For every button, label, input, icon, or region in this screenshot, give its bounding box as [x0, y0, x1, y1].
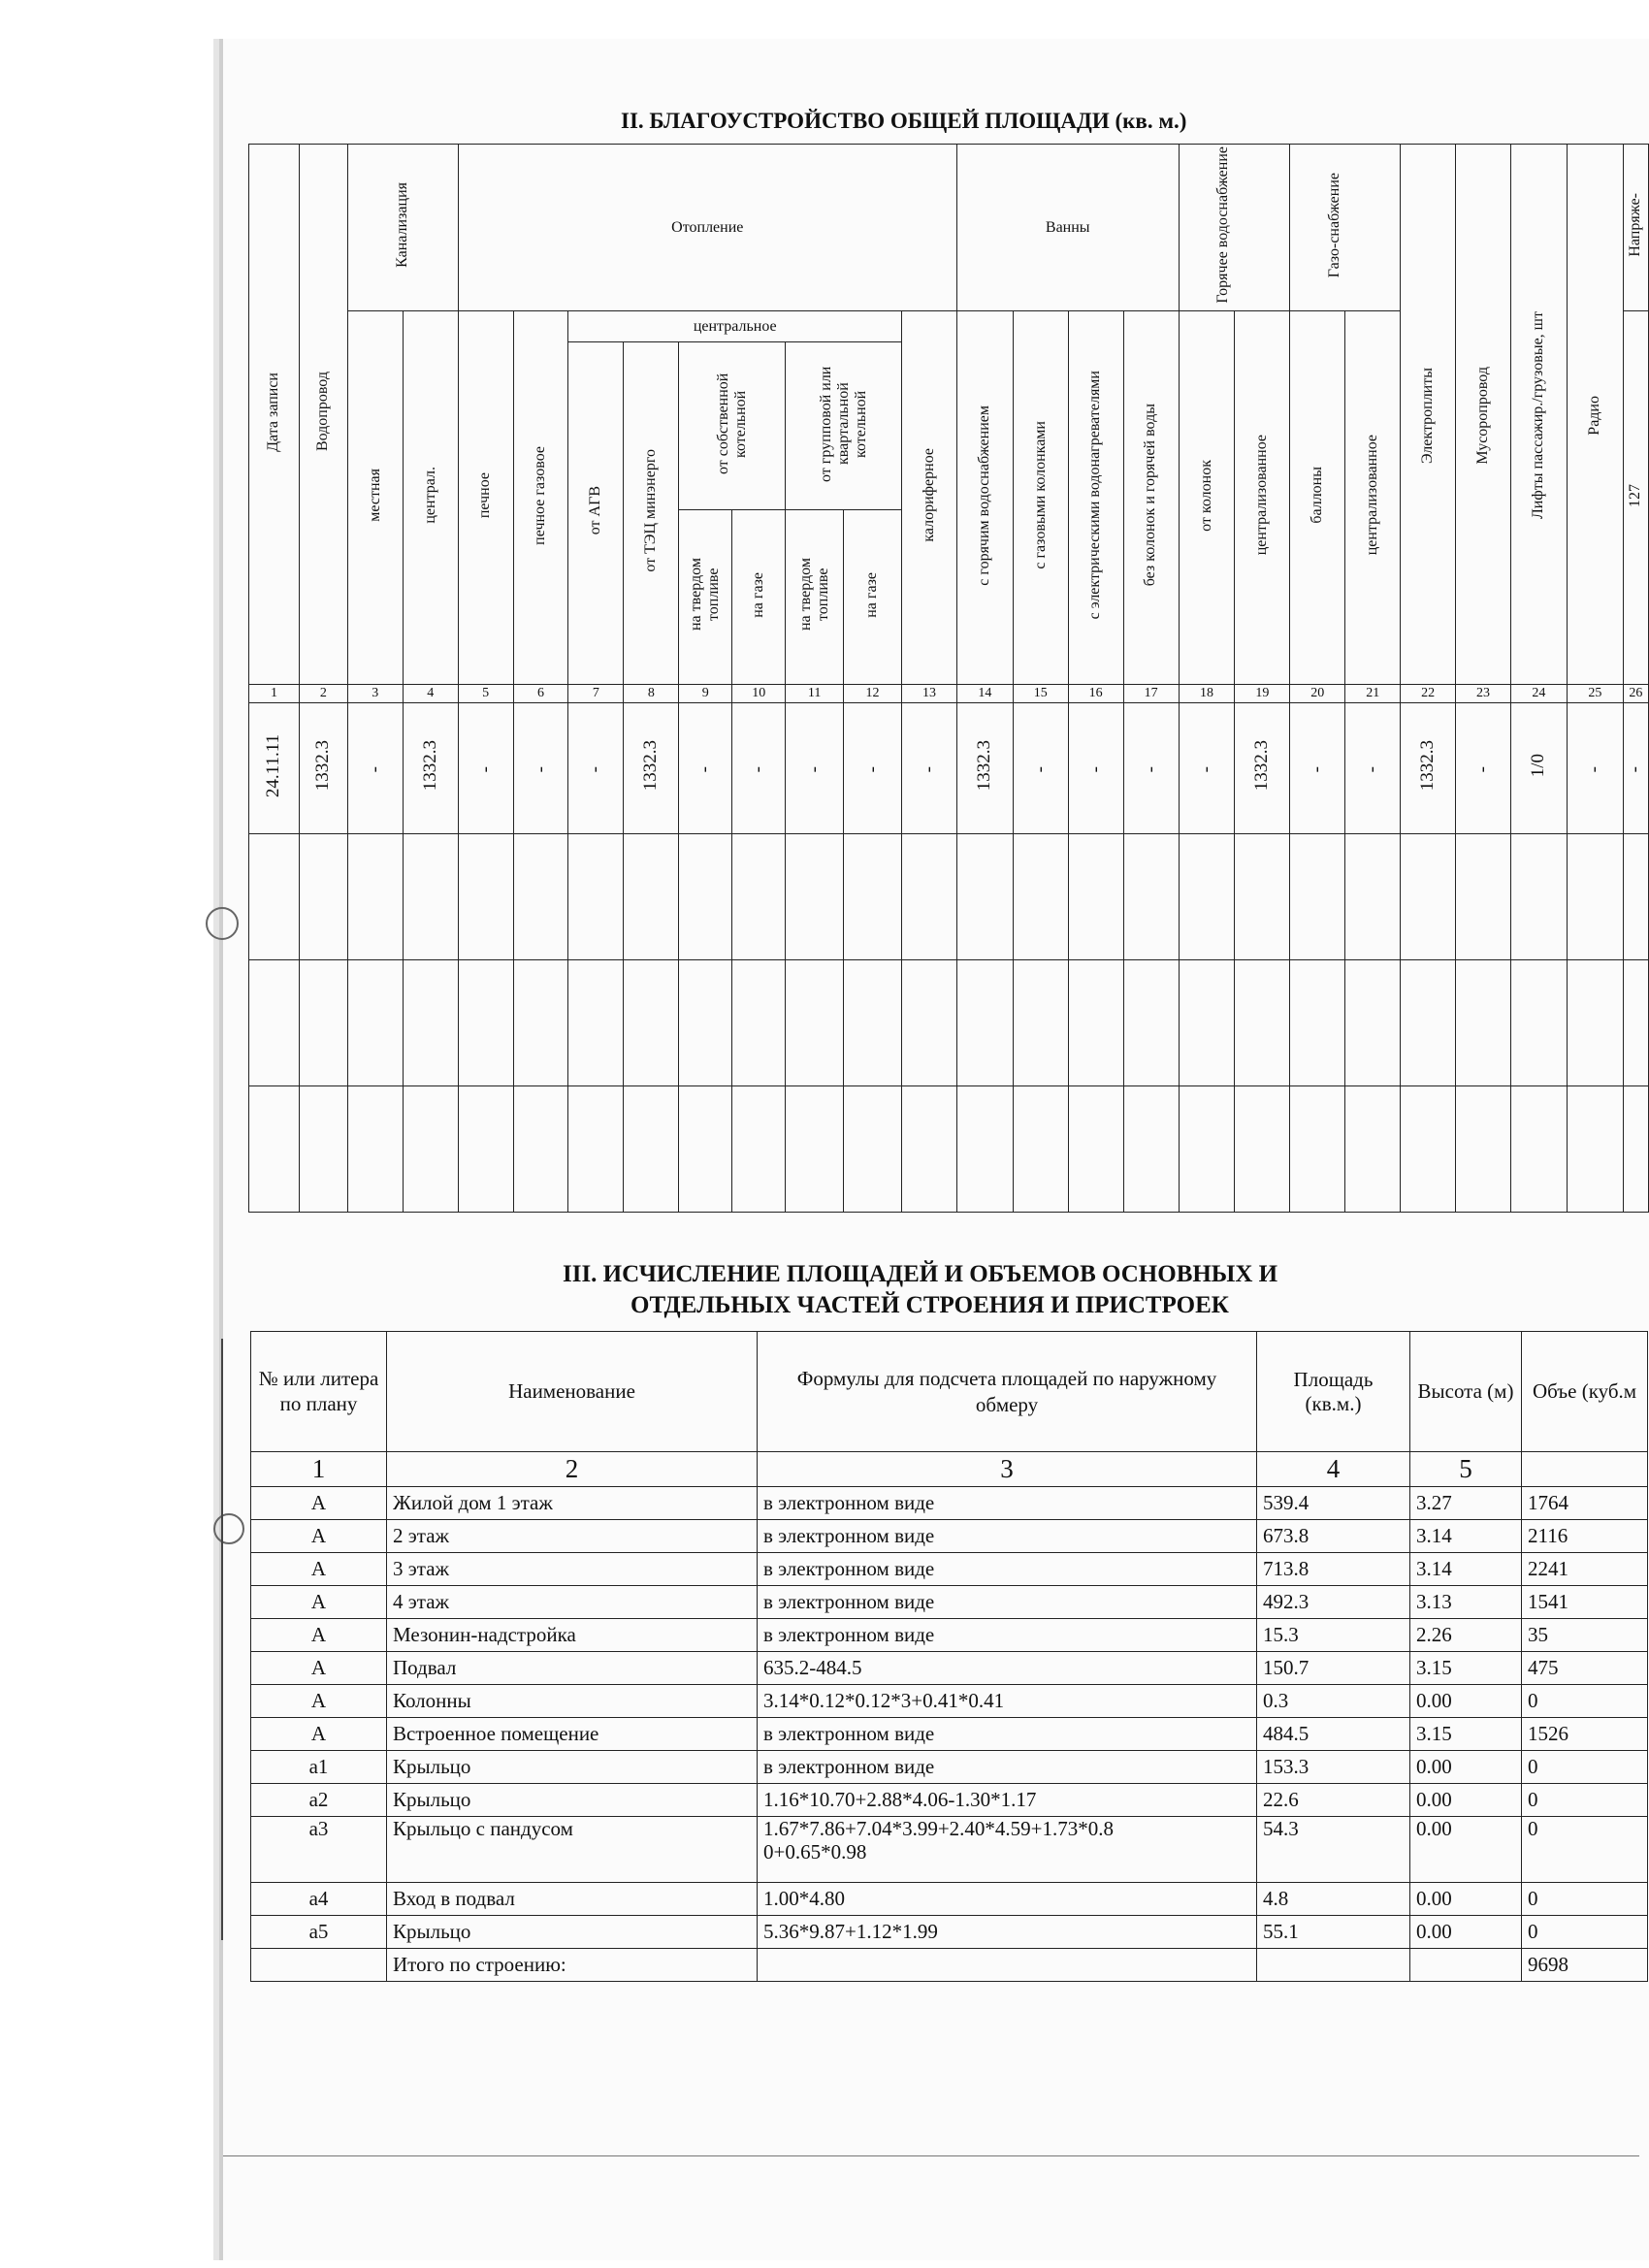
cell-s-gaz-kol: -: [1013, 703, 1068, 834]
cell-formula: в электронном виде: [758, 1520, 1257, 1553]
margin-line: [221, 1339, 223, 1940]
section2-empty-row: [249, 834, 1649, 960]
header-mestnaya: местная: [347, 311, 403, 685]
header-kaloriferne: калориферное: [902, 311, 957, 685]
col-number: 11: [786, 685, 844, 703]
cell-formula: в электронном виде: [758, 1553, 1257, 1586]
table-row: [251, 1751, 1648, 1784]
punch-hole-mark: [213, 1513, 244, 1544]
cell-naimenovanie: 4 этаж: [387, 1586, 758, 1619]
header-ot-agv: от АГВ: [568, 342, 624, 685]
header-naimenovanie: Наименование: [387, 1332, 758, 1452]
col-number: 2: [387, 1452, 758, 1487]
cell-vysota: 3.15: [1410, 1718, 1522, 1751]
cell-formula: 635.2-484.5: [758, 1652, 1257, 1685]
cell-naimenovanie: Колонны: [387, 1685, 758, 1718]
cell-litera: А: [251, 1718, 387, 1751]
header-na-tverdom-toplive-2: на твердом топливе: [786, 510, 844, 685]
table-row: [251, 1619, 1648, 1652]
cell-litera: А: [251, 1520, 387, 1553]
cell-vysota: 3.27: [1410, 1487, 1522, 1520]
cell-formula: в электронном виде: [758, 1751, 1257, 1784]
cell-naimenovanie: Встроенное помещение: [387, 1718, 758, 1751]
col-number: 14: [956, 685, 1013, 703]
section3-title-line2: ОТДЕЛЬНЫХ ЧАСТЕЙ СТРОЕНИЯ И ПРИСТРОЕК: [630, 1292, 1229, 1318]
col-number: 19: [1235, 685, 1290, 703]
cell-naimenovanie: Крыльцо: [387, 1751, 758, 1784]
cell-vysota: 0.00: [1410, 1685, 1522, 1718]
cell-vysota: 0.00: [1410, 1883, 1522, 1916]
col-number: 1: [251, 1452, 387, 1487]
col-number: 26: [1623, 685, 1648, 703]
formula-line: 0+0.65*0.98: [763, 1840, 867, 1864]
cell-tsentral: 1332.3: [403, 703, 458, 834]
section2-column-numbers: [249, 685, 1649, 703]
formula-line: 1.67*7.86+7.04*3.99+2.40*4.59+1.73*0.8: [763, 1817, 1115, 1840]
header-s-gazovymi-kolonkami: с газовыми колонками: [1013, 311, 1068, 685]
table-row: [251, 1685, 1648, 1718]
header-litera: № или литера по плану: [251, 1332, 387, 1452]
cell-ot-tets: 1332.3: [624, 703, 679, 834]
table-row: [251, 1883, 1648, 1916]
header-pechnoe: печное: [458, 311, 513, 685]
total-label: Итого по строению:: [387, 1949, 758, 1982]
cell-vysota: 2.26: [1410, 1619, 1522, 1652]
table-row: [251, 1520, 1648, 1553]
cell-naimenovanie: Мезонин-надстройка: [387, 1619, 758, 1652]
cell-litera: а2: [251, 1784, 387, 1817]
cell-litera: А: [251, 1553, 387, 1586]
cell-litera: а5: [251, 1916, 387, 1949]
col-number: 6: [513, 685, 568, 703]
table-row: [251, 1718, 1648, 1751]
cell-obem: 0: [1522, 1916, 1648, 1949]
header-kanalizatsiya: Канализация: [347, 145, 458, 311]
cell-formula: в электронном виде: [758, 1487, 1257, 1520]
cell-litera: А: [251, 1487, 387, 1520]
section2-table: [248, 144, 1649, 1213]
header-na-gaze-2: на газе: [844, 510, 902, 685]
cell-vysota: 0.00: [1410, 1916, 1522, 1949]
cell-lifty: 1/0: [1510, 703, 1567, 834]
cell-obem: 0: [1522, 1784, 1648, 1817]
cell-ploshchad: 673.8: [1257, 1520, 1410, 1553]
cell-vysota: 3.14: [1410, 1553, 1522, 1586]
cell-data-zapisi: 24.11.11: [249, 703, 300, 834]
header-obem: Объе (куб.м: [1522, 1332, 1648, 1452]
cell-127: -: [1623, 703, 1648, 834]
cell-formula: в электронном виде: [758, 1718, 1257, 1751]
cell-gaz-2: -: [844, 703, 902, 834]
header-data-zapisi: Дата записи: [249, 145, 300, 685]
header-na-gaze-1: на газе: [732, 510, 786, 685]
header-tsentralizovannoe-gor: централизованное: [1235, 311, 1290, 685]
col-number: 3: [758, 1452, 1257, 1487]
cell-vysota: 0.00: [1410, 1751, 1522, 1784]
cell-naimenovanie: Крыльцо с пандусом: [387, 1817, 758, 1883]
col-number: 15: [1013, 685, 1068, 703]
cell-obem: 35: [1522, 1619, 1648, 1652]
cell-ploshchad: 492.3: [1257, 1586, 1410, 1619]
cell-obem: 1764: [1522, 1487, 1648, 1520]
cell-ploshchad: 4.8: [1257, 1883, 1410, 1916]
header-vysota: Высота (м): [1410, 1332, 1522, 1452]
header-vodoprovod: Водопровод: [299, 145, 347, 685]
header-ot-gruppovoy-kotelnoy: от групповой или квартальной котельной: [786, 342, 902, 510]
cell-vysota: 3.13: [1410, 1586, 1522, 1619]
cell-mestnaya: -: [347, 703, 403, 834]
section2-data-row: [249, 703, 1649, 834]
header-ploshchad: Площадь (кв.м.): [1257, 1332, 1410, 1452]
cell-ploshchad: 150.7: [1257, 1652, 1410, 1685]
header-napryazhenie: Напряже-: [1623, 145, 1648, 311]
cell-musoroprovod: -: [1456, 703, 1511, 834]
cell-litera: а3: [251, 1817, 387, 1883]
cell-radio: -: [1567, 703, 1623, 834]
col-number: 3: [347, 685, 403, 703]
cell-s-gor-vod: 1332.3: [956, 703, 1013, 834]
cell-naimenovanie: Крыльцо: [387, 1916, 758, 1949]
cell-bez-kolonok: -: [1123, 703, 1179, 834]
cell-vysota: 3.15: [1410, 1652, 1522, 1685]
cell-litera: а4: [251, 1883, 387, 1916]
cell-naimenovanie: Жилой дом 1 этаж: [387, 1487, 758, 1520]
section3-column-numbers: [251, 1452, 1648, 1487]
cell-elektroplity: 1332.3: [1401, 703, 1456, 834]
cell-naimenovanie: 2 этаж: [387, 1520, 758, 1553]
col-number: 23: [1456, 685, 1511, 703]
cell-formula: 1.16*10.70+2.88*4.06-1.30*1.17: [758, 1784, 1257, 1817]
header-ballony: баллоны: [1290, 311, 1345, 685]
cell-tverd-2: -: [786, 703, 844, 834]
cell-pechnoe: -: [458, 703, 513, 834]
header-lifty: Лифты пассажир./грузовые, шт: [1510, 145, 1567, 685]
header-ot-sobstvennoy-kotelnoy: от собственной котельной: [679, 342, 786, 510]
col-number: 13: [902, 685, 957, 703]
cell-obem: 0: [1522, 1685, 1648, 1718]
col-number: 21: [1345, 685, 1401, 703]
cell-litera: А: [251, 1586, 387, 1619]
cell-ploshchad: 54.3: [1257, 1817, 1410, 1883]
header-otoplenie: Отопление: [458, 145, 956, 311]
header-formuly: Формулы для подсчета площадей по наружному обмеру: [758, 1332, 1257, 1452]
cell-formula: 3.14*0.12*0.12*3+0.41*0.41: [758, 1685, 1257, 1718]
cell-formula: в электронном виде: [758, 1619, 1257, 1652]
section2-title: II. БЛАГОУСТРОЙСТВО ОБЩЕЙ ПЛОЩАДИ (кв. м.): [621, 109, 1187, 133]
header-elektroplity: Электроплиты: [1401, 145, 1456, 685]
cell-vodoprovod: 1332.3: [299, 703, 347, 834]
cell-obem: 0: [1522, 1751, 1648, 1784]
col-number: 4: [1257, 1452, 1410, 1487]
cell-obem: 0: [1522, 1817, 1648, 1883]
cell-gaz-1: -: [732, 703, 786, 834]
col-number: 1: [249, 685, 300, 703]
punch-hole-mark: [206, 907, 239, 940]
cell-tverd-1: -: [679, 703, 732, 834]
cell-pechnoe-gazovoe: -: [513, 703, 568, 834]
cell-formula: в электронном виде: [758, 1586, 1257, 1619]
header-tsentralnoe: центральное: [568, 311, 902, 342]
cell-formula: 1.00*4.80: [758, 1883, 1257, 1916]
header-musoroprovod: Мусоропровод: [1456, 145, 1511, 685]
cell-formula: [758, 1817, 1257, 1883]
col-number: 10: [732, 685, 786, 703]
header-pechnoe-gazovoe: печное газовое: [513, 311, 568, 685]
table-row: [251, 1817, 1648, 1883]
header-ot-tets: от ТЭЦ минэнерго: [624, 342, 679, 685]
cell-litera: А: [251, 1652, 387, 1685]
col-number: 9: [679, 685, 732, 703]
section3-title-line1: III. ИСЧИСЛЕНИЕ ПЛОЩАДЕЙ И ОБЪЕМОВ ОСНОВНЫХ И: [563, 1261, 1278, 1287]
header-goryachee-vodosnabzhenie: Горячее водоснабжение: [1179, 145, 1290, 311]
header-tsentral: централ.: [403, 311, 458, 685]
cell-ploshchad: 539.4: [1257, 1487, 1410, 1520]
cell-ploshchad: 484.5: [1257, 1718, 1410, 1751]
header-bez-kolonok: без колонок и горячей воды: [1123, 311, 1179, 685]
col-number: 2: [299, 685, 347, 703]
header-radio: Радио: [1567, 145, 1623, 685]
table-row: [251, 1553, 1648, 1586]
cell-ot-agv: -: [568, 703, 624, 834]
cell-ploshchad: 0.3: [1257, 1685, 1410, 1718]
footer-line: [223, 2155, 1639, 2156]
cell-ploshchad: 22.6: [1257, 1784, 1410, 1817]
col-number: 5: [458, 685, 513, 703]
col-number: [1522, 1452, 1648, 1487]
cell-ot-kolonok: -: [1179, 703, 1235, 834]
cell-litera: а1: [251, 1751, 387, 1784]
cell-litera: А: [251, 1619, 387, 1652]
cell-obem: 475: [1522, 1652, 1648, 1685]
cell-ploshchad: 713.8: [1257, 1553, 1410, 1586]
header-gazosnabzhenie: Газо-снабжение: [1290, 145, 1401, 311]
cell-obem: 1526: [1522, 1718, 1648, 1751]
cell-obem: 0: [1522, 1883, 1648, 1916]
section2-empty-row: [249, 1086, 1649, 1213]
section2-empty-row: [249, 960, 1649, 1086]
col-number: 12: [844, 685, 902, 703]
col-number: 5: [1410, 1452, 1522, 1487]
section3-table: [250, 1331, 1648, 1982]
header-s-goryachim-vodosnabzheniem: с горячим водоснабжением: [956, 311, 1013, 685]
col-number: 17: [1123, 685, 1179, 703]
header-127: 127: [1623, 311, 1648, 685]
col-number: 4: [403, 685, 458, 703]
header-tsentralizovannoe-gaz: централизованное: [1345, 311, 1401, 685]
cell-vysota: 0.00: [1410, 1817, 1522, 1883]
cell-obem: 1541: [1522, 1586, 1648, 1619]
cell-naimenovanie: Крыльцо: [387, 1784, 758, 1817]
table-row: [251, 1652, 1648, 1685]
cell-naimenovanie: Вход в подвал: [387, 1883, 758, 1916]
cell-ballony: -: [1290, 703, 1345, 834]
table-row: [251, 1586, 1648, 1619]
cell-naimenovanie: 3 этаж: [387, 1553, 758, 1586]
table-row: [251, 1916, 1648, 1949]
cell-formula: 5.36*9.87+1.12*1.99: [758, 1916, 1257, 1949]
header-s-elektricheskimi-vodonagrevatelyami: с электрическими водонагревателями: [1068, 311, 1123, 685]
cell-tsentraliz-gaz: -: [1345, 703, 1401, 834]
cell-naimenovanie: Подвал: [387, 1652, 758, 1685]
table-row: [251, 1784, 1648, 1817]
header-vanny: Ванны: [956, 145, 1179, 311]
cell-s-elektr: -: [1068, 703, 1123, 834]
col-number: 18: [1179, 685, 1235, 703]
cell-litera: А: [251, 1685, 387, 1718]
cell-obem: 2116: [1522, 1520, 1648, 1553]
cell-obem: 2241: [1522, 1553, 1648, 1586]
col-number: 24: [1510, 685, 1567, 703]
cell-ploshchad: 15.3: [1257, 1619, 1410, 1652]
header-na-tverdom-toplive-1: на твердом топливе: [679, 510, 732, 685]
col-number: 20: [1290, 685, 1345, 703]
col-number: 8: [624, 685, 679, 703]
total-row: [251, 1949, 1648, 1982]
cell-ploshchad: 153.3: [1257, 1751, 1410, 1784]
cell-tsentraliz-gor: 1332.3: [1235, 703, 1290, 834]
table-row: [251, 1487, 1648, 1520]
cell-ploshchad: 55.1: [1257, 1916, 1410, 1949]
cell-kaloriferne: -: [902, 703, 957, 834]
col-number: 16: [1068, 685, 1123, 703]
col-number: 7: [568, 685, 624, 703]
col-number: 22: [1401, 685, 1456, 703]
cell-vysota: 0.00: [1410, 1784, 1522, 1817]
cell-vysota: 3.14: [1410, 1520, 1522, 1553]
total-volume: 9698: [1522, 1949, 1648, 1982]
header-ot-kolonok: от колонок: [1179, 311, 1235, 685]
col-number: 25: [1567, 685, 1623, 703]
